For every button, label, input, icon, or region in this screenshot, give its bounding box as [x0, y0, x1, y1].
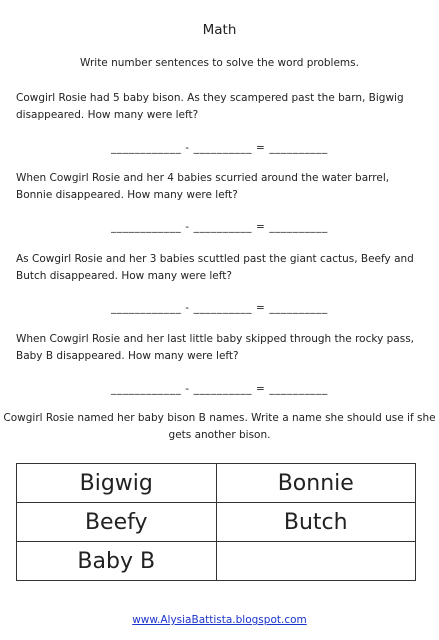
worksheet-instructions: Write number sentences to solve the word problems.	[80, 57, 359, 69]
name-cell: Beefy	[17, 503, 217, 542]
number-sentence-2: ____________ - __________ = __________	[111, 221, 328, 233]
word-problem-1: Cowgirl Rosie had 5 baby bison. As they scampered past the barn, Bigwig disappeared. How many were left?	[16, 92, 404, 121]
name-cell: Bigwig	[17, 464, 217, 503]
word-problem-2: When Cowgirl Rosie and her 4 babies scurried around the water barrel, Bonnie disappeared. How many were left?	[16, 172, 390, 201]
name-cell: Butch	[216, 503, 416, 542]
word-problem-3: As Cowgirl Rosie and her 3 babies scuttled past the giant cactus, Beefy and Butch disappeared. How many were left?	[16, 253, 414, 282]
name-cell: Baby B	[17, 542, 217, 581]
name-prompt: Cowgirl Rosie named her baby bison B names. Write a name she should use if she gets another bison.	[3, 412, 436, 441]
table-row	[17, 503, 416, 542]
names-table	[16, 463, 416, 581]
number-sentence-3: ____________ - __________ = __________	[111, 302, 328, 314]
number-sentence-1: ____________ - __________ = __________	[111, 142, 328, 154]
word-problem-4: When Cowgirl Rosie and her last little baby skipped through the rocky pass, Baby B disappeared. How many were left?	[16, 333, 415, 362]
name-cell-empty[interactable]	[216, 542, 416, 581]
table-row	[17, 464, 416, 503]
worksheet-title: Math	[202, 22, 237, 38]
number-sentence-4: ____________ - __________ = __________	[111, 383, 328, 395]
table-row	[17, 542, 416, 581]
footer-link[interactable]: www.AlysiaBattista.blogspot.com	[132, 614, 307, 626]
name-cell: Bonnie	[216, 464, 416, 503]
